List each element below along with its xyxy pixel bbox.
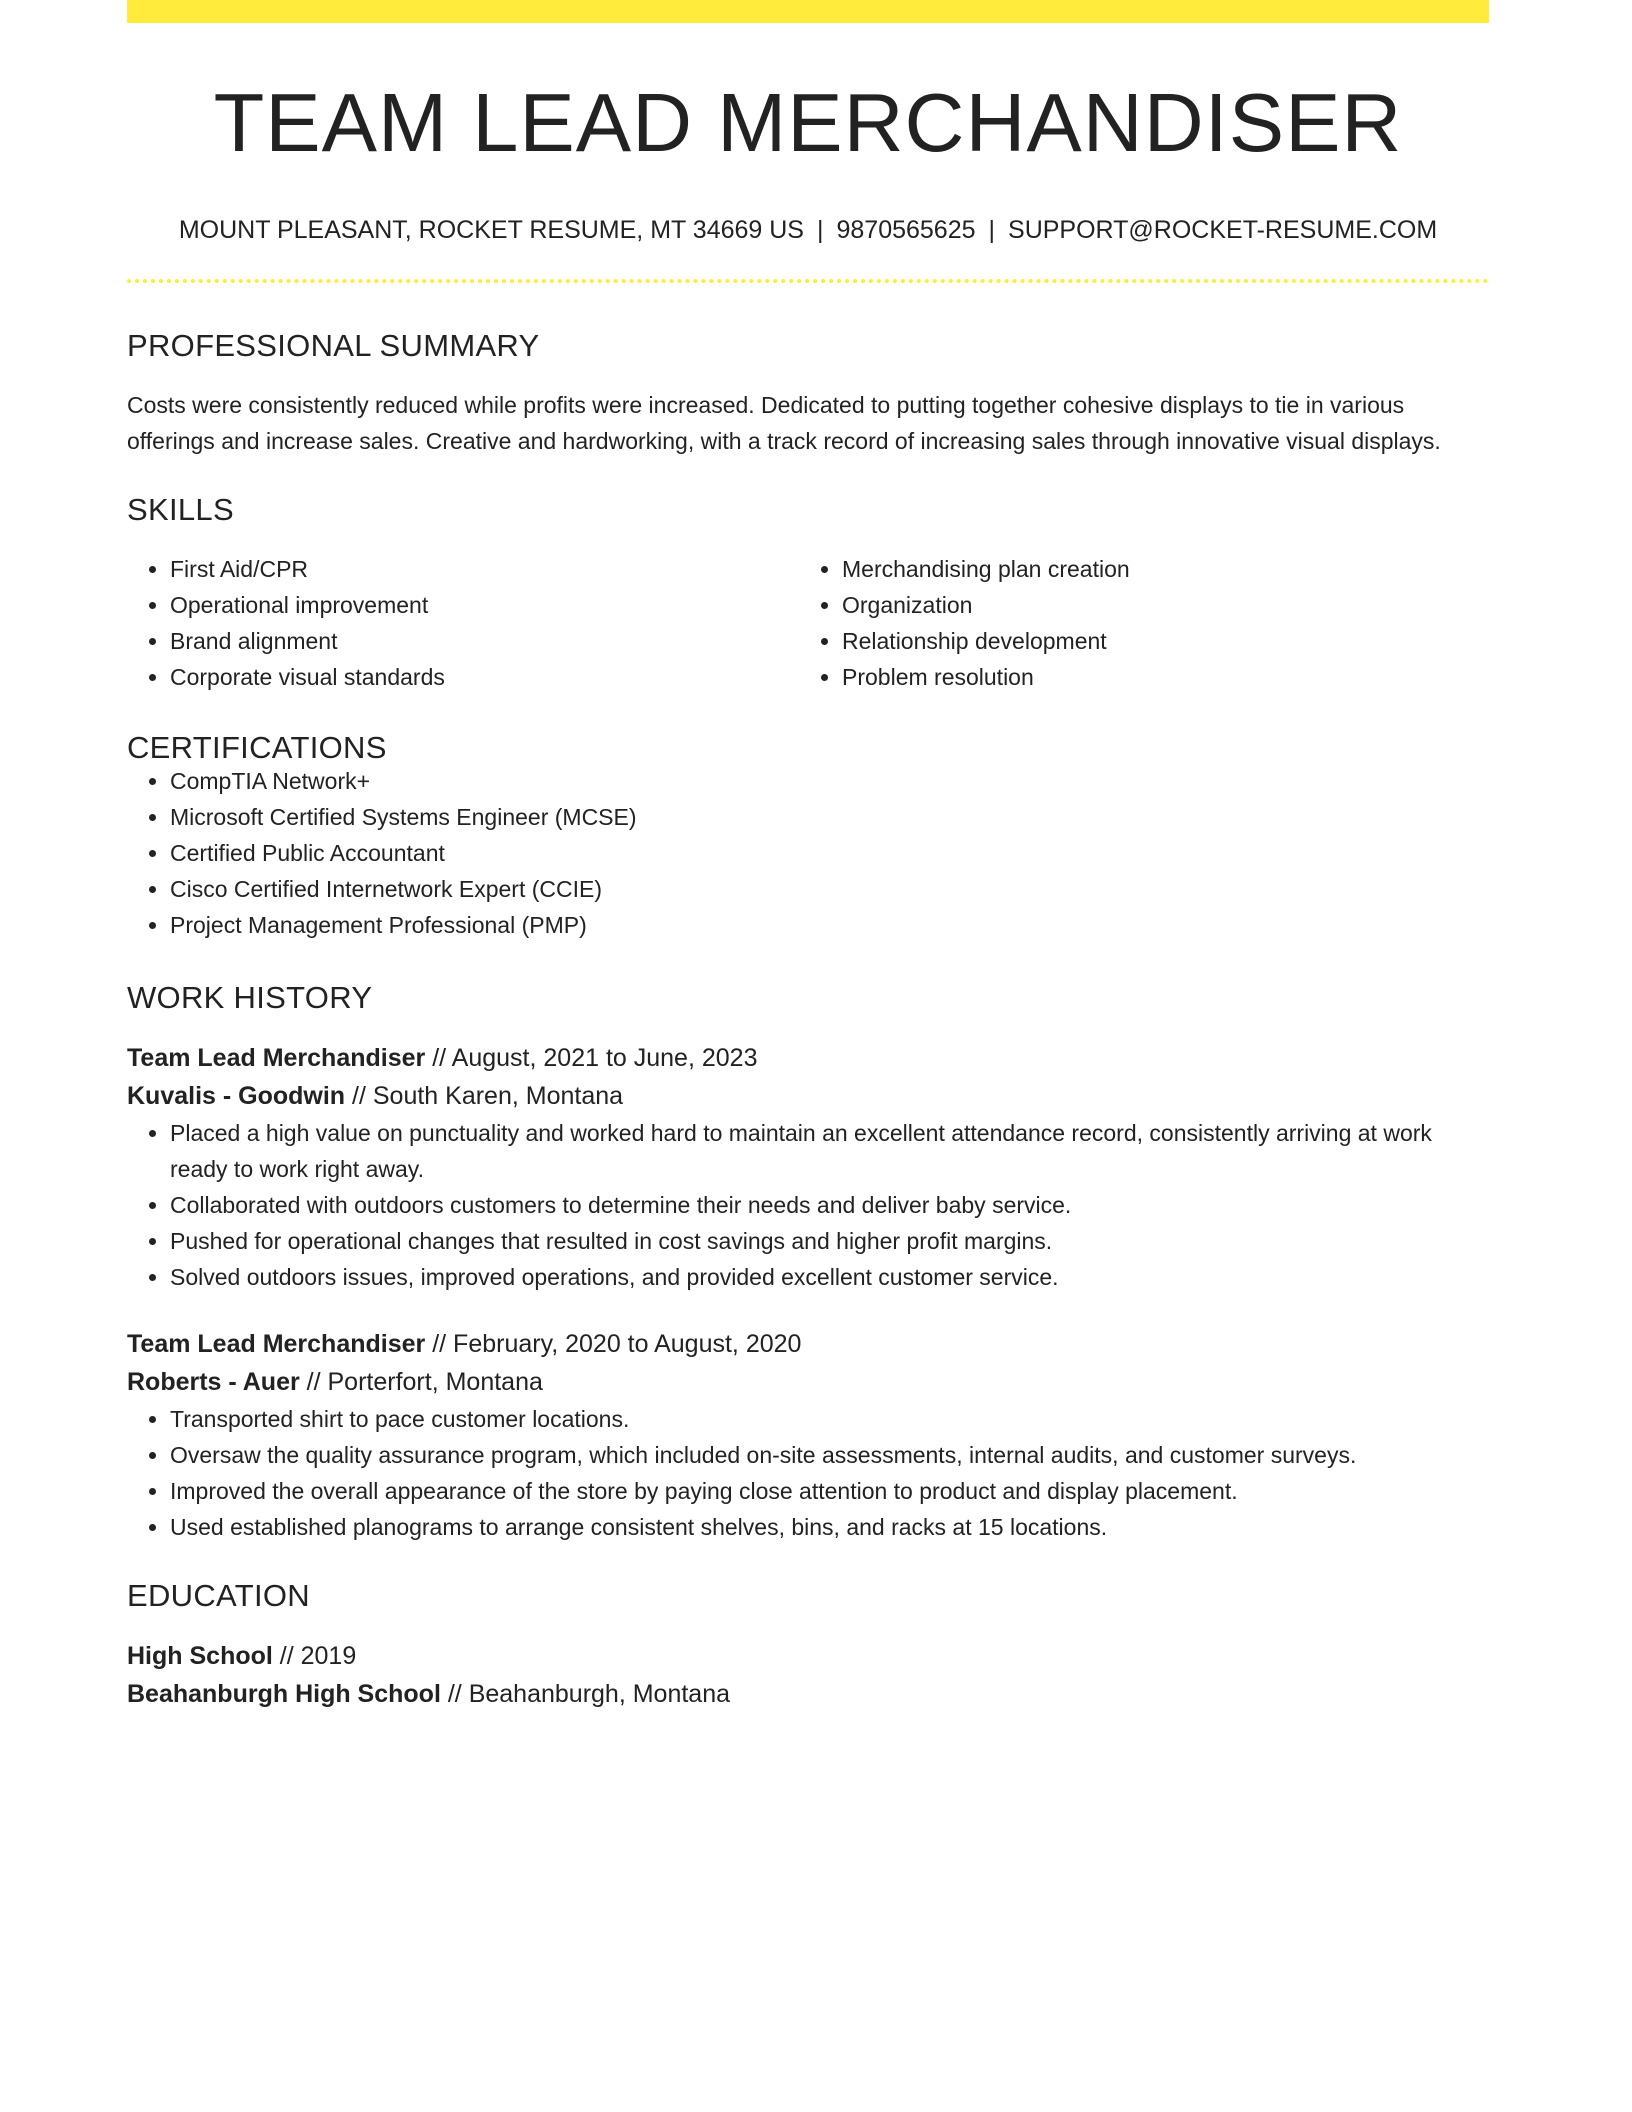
contact-line — [127, 218, 1489, 243]
skill-item: • Operational improvement — [170, 587, 799, 623]
contact-separator: | — [816, 216, 824, 244]
job-title-line — [127, 1325, 1489, 1363]
certification-item: • Cisco Certified Internetwork Expert (CCIE) — [170, 871, 1489, 907]
skill-item: • Problem resolution — [842, 659, 1471, 695]
resume-name: TEAM LEAD MERCHANDISER — [213, 76, 1403, 169]
certification-item: • CompTIA Network+ — [170, 763, 1489, 799]
skill-item: • Corporate visual standards — [170, 659, 799, 695]
job-company-line — [127, 1077, 1489, 1115]
contact-email: SUPPORT@ROCKET-RESUME.COM — [1008, 216, 1438, 244]
skills-grid — [127, 551, 1489, 695]
education-school: Beahanburgh High School — [127, 1680, 441, 1708]
dotted-divider — [127, 279, 1489, 283]
job-role: Team Lead Merchandiser — [127, 1044, 426, 1072]
certification-item: • Microsoft Certified Systems Engineer (MCSE) — [170, 799, 1489, 835]
skill-item: • First Aid/CPR — [170, 551, 799, 587]
skill-item: • Brand alignment — [170, 623, 799, 659]
skill-item: • Merchandising plan creation — [842, 551, 1471, 587]
job-bullet: • Collaborated with outdoors customers to determine their needs and deliver baby service. — [170, 1187, 1489, 1223]
skills-column-left — [127, 551, 799, 695]
skills-column-right — [799, 551, 1471, 695]
section-title-summary: PROFESSIONAL SUMMARY — [127, 328, 540, 363]
section-title-work-history: WORK HISTORY — [127, 980, 373, 1015]
job-dates: // February, 2020 to August, 2020 — [425, 1330, 802, 1358]
summary-text: Costs were consistently reduced while profits were increased. Dedicated to putting together cohesive displays to tie in various offerings and increase sales. Creative and hardworking, with a track record of increasing sales through innovative visual displays. — [127, 392, 1441, 454]
job-company: Roberts - Auer — [127, 1368, 300, 1396]
contact-separator: | — [988, 216, 996, 244]
skill-item: • Relationship development — [842, 623, 1471, 659]
job-bullet-list — [127, 1115, 1489, 1295]
accent-top-bar — [127, 0, 1489, 23]
job-bullet: • Placed a high value on punctuality and worked hard to maintain an excellent attendance record, consistently arriving at work ready to work right away. — [170, 1115, 1489, 1187]
education-school-line — [127, 1675, 1489, 1713]
certification-item: • Project Management Professional (PMP) — [170, 907, 1489, 943]
certification-item: • Certified Public Accountant — [170, 835, 1489, 871]
section-title-skills: SKILLS — [127, 492, 234, 527]
section-title-education: EDUCATION — [127, 1578, 310, 1613]
certification-list — [127, 763, 1489, 943]
job-dates: // August, 2021 to June, 2023 — [425, 1044, 758, 1072]
job-bullet: • Used established planograms to arrange consistent shelves, bins, and racks at 15 locations. — [170, 1509, 1489, 1545]
job-location: // South Karen, Montana — [345, 1082, 624, 1110]
contact-address: MOUNT PLEASANT, ROCKET RESUME, MT 34669 US — [178, 216, 804, 244]
education-location: // Beahanburgh, Montana — [440, 1680, 731, 1708]
job-bullet: • Oversaw the quality assurance program, which included on-site assessments, internal audits, and customer surveys. — [170, 1437, 1489, 1473]
job-bullet: • Solved outdoors issues, improved operations, and provided excellent customer service. — [170, 1259, 1489, 1295]
job-company: Kuvalis - Goodwin — [127, 1082, 346, 1110]
job-bullet: • Pushed for operational changes that resulted in cost savings and higher profit margins. — [170, 1223, 1489, 1259]
education-year: // 2019 — [272, 1642, 357, 1670]
resume-page — [127, 0, 1489, 1713]
job-bullet-list — [127, 1401, 1489, 1545]
job-bullet: • Transported shirt to pace customer locations. — [170, 1401, 1489, 1437]
job-role: Team Lead Merchandiser — [127, 1330, 426, 1358]
job-title-line — [127, 1039, 1489, 1077]
section-title-certifications: CERTIFICATIONS — [127, 730, 387, 765]
education-degree: High School — [127, 1642, 273, 1670]
education-degree-line — [127, 1637, 1489, 1675]
contact-phone: 9870565625 — [836, 216, 976, 244]
job-company-line — [127, 1363, 1489, 1401]
job-location: // Porterfort, Montana — [299, 1368, 543, 1396]
job-bullet: • Improved the overall appearance of the store by paying close attention to product and display placement. — [170, 1473, 1489, 1509]
skill-item: • Organization — [842, 587, 1471, 623]
